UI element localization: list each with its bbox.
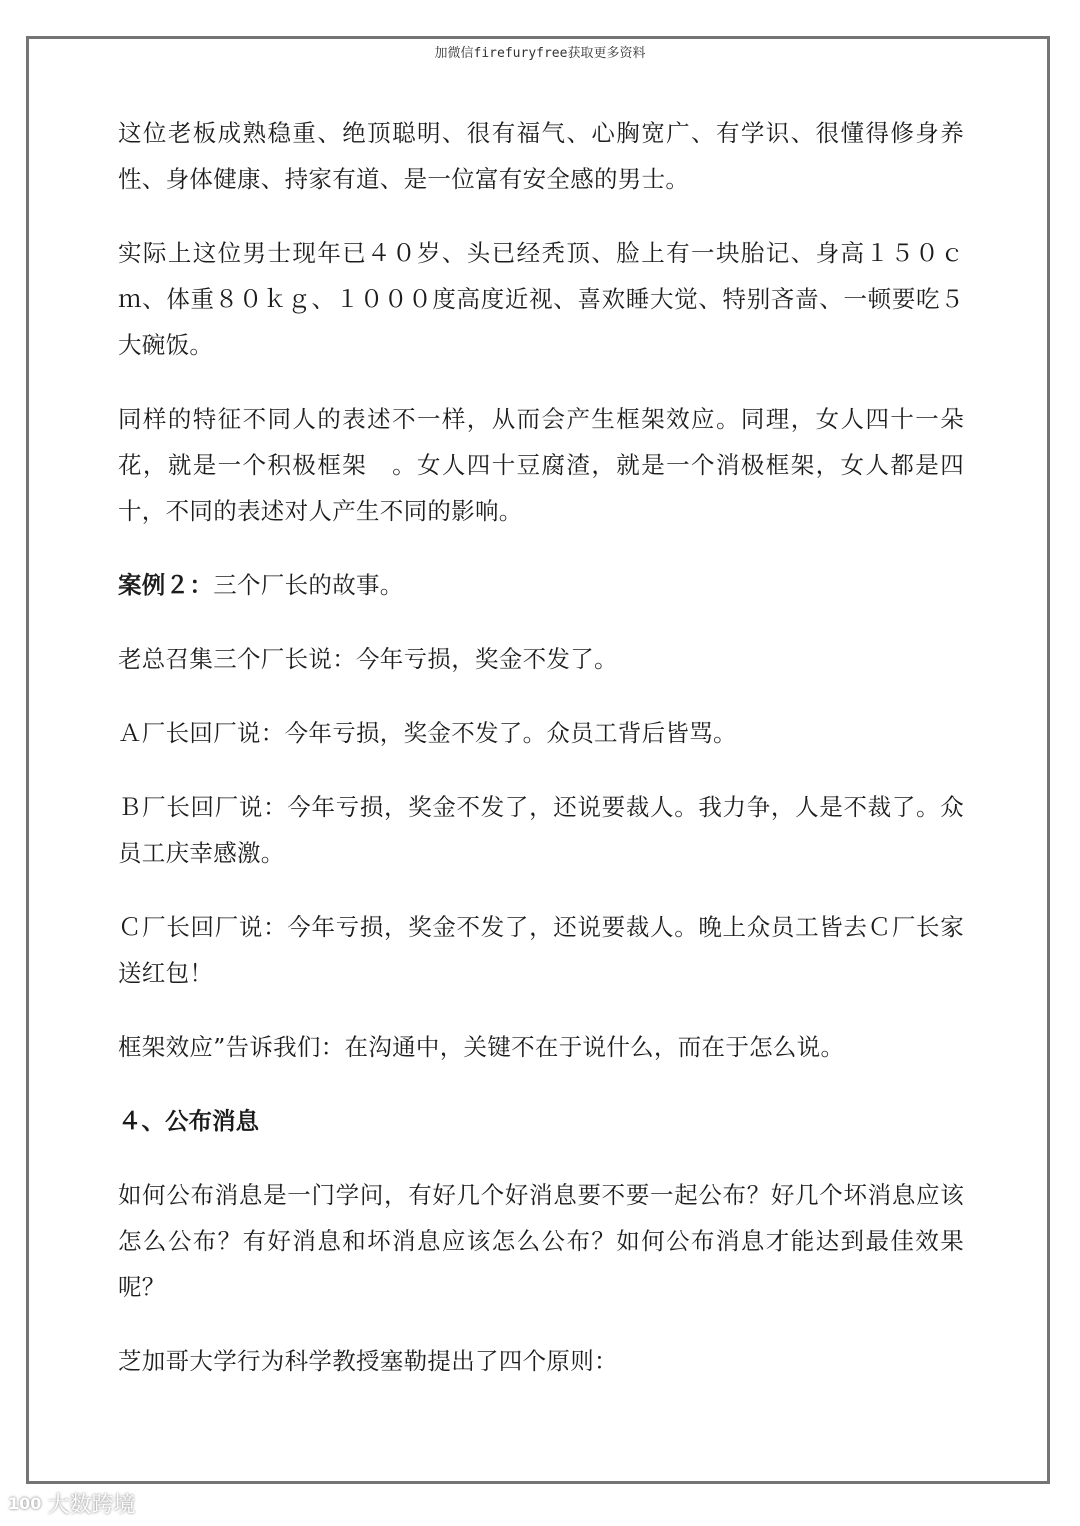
watermark-logo-icon: 100 xyxy=(8,1494,42,1513)
paragraph-factory-a: Ａ厂长回厂说：今年亏损，奖金不发了。众员工背后皆骂。 xyxy=(118,719,737,747)
case-label: 案例２： xyxy=(118,571,214,599)
paragraph-framing-lesson: 框架效应”告诉我们：在沟通中，关键不在于说什么，而在于怎么说。 xyxy=(118,1033,845,1061)
watermark-text: 大数跨境 xyxy=(47,1493,136,1518)
paragraph-boss-reality: 实际上这位男士现年已４０岁、头已经秃顶、脸上有一块胎记、身高１５０ｃｍ、体重８０ｋｇ、１０００度高度近视、喜欢睡大觉、特别吝啬、一顿要吃５大碗饭。 xyxy=(118,239,964,359)
paragraph-factory-c: Ｃ厂长回厂说：今年亏损，奖金不发了，还说要裁人。晚上众员工皆去Ｃ厂长家送红包！ xyxy=(118,913,964,987)
watermark xyxy=(8,1488,135,1519)
paragraph-factory-b: Ｂ厂长回厂说：今年亏损，奖金不发了，还说要裁人。我力争，人是不裁了。众员工庆幸感激。 xyxy=(118,793,964,867)
case-title xyxy=(118,562,964,608)
header-note: 加微信firefuryfree获取更多资料 xyxy=(434,46,646,61)
paragraph-announce-question: 如何公布消息是一门学问，有好几个好消息要不要一起公布？好几个坏消息应该怎么公布？有好消息和坏消息应该怎么公布？如何公布消息才能达到最佳效果呢？ xyxy=(118,1181,964,1301)
paragraph-boss-description: 这位老板成熟稳重、绝顶聪明、很有福气、心胸宽广、有学识、很懂得修身养性、身体健康、持家有道、是一位富有安全感的男士。 xyxy=(118,119,964,193)
case-text: 三个厂长的故事。 xyxy=(213,571,404,599)
section-heading-announce-news: ４、公布消息 xyxy=(118,1107,259,1135)
paragraph-thaler-principles: 芝加哥大学行为科学教授塞勒提出了四个原则： xyxy=(118,1347,618,1375)
paragraph-boss-announcement: 老总召集三个厂长说：今年亏损，奖金不发了。 xyxy=(118,645,618,673)
document-body xyxy=(118,110,964,1412)
paragraph-framing-effect: 同样的特征不同人的表述不一样，从而会产生框架效应。同理，女人四十一朵花，就是一个积极框架 。女人四十豆腐渣，就是一个消极框架，女人都是四十，不同的表述对人产生不同的影响。 xyxy=(118,405,964,525)
